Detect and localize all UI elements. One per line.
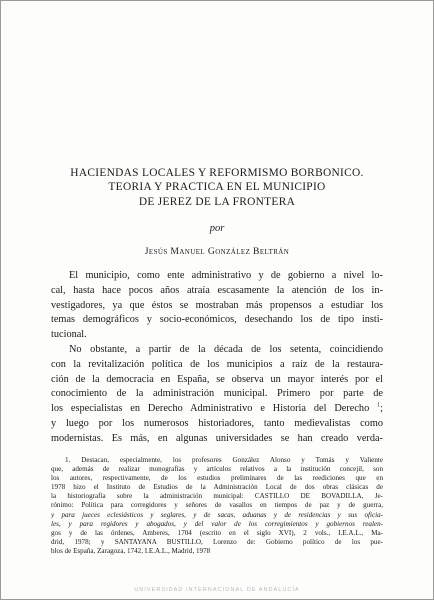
text-line: y luego por los numerosos historiadores, tanto medievalistas como — [51, 417, 383, 429]
article-title — [41, 166, 393, 209]
footnote-line: 1978 hizo el Instituto de Estudios de la Administración Local de dos obras clásicas de — [51, 483, 383, 492]
footnote-line: blos de España, Zaragoza, 1742, I.E.A.L., Madrid, 1978 — [51, 546, 211, 555]
title-line: DE JEREZ DE LA FRONTERA — [138, 195, 296, 208]
author-name: Jesús Manuel González Beltrán — [144, 246, 290, 257]
text-line: temas demográficos y socio-económicos, desechando los de tipo insti- — [51, 314, 383, 326]
by-label: por — [209, 223, 225, 234]
text-line: ción de la democracia en España, se observa un mayor interés por el — [51, 373, 383, 385]
text-line: conocimiento de la administración municipal. Primero por parte de — [51, 388, 383, 400]
footnote-line: les, y para regidores y abogados, y del valor de los corregimientos y gobiernos realen- — [51, 519, 383, 528]
footnote-line: drid, 1978; y SANTAYANA BUSTILLO, Lorenzo de: Gobierno político de los pue- — [51, 537, 383, 546]
footnote-line: gos y de las órdenes, Amberes, 1704 (escrito en el siglo XVI), 2 vols., I.E.A.L., Ma- — [51, 528, 383, 537]
footnote — [51, 456, 383, 556]
footnote-line: y para jueces eclesiásticos y seglares, y de sacas, aduanas y de residencias y sus oficia- — [51, 510, 383, 519]
page-footer: UNIVERSIDAD INTERNACIONAL DE ANDALUCÍA — [134, 587, 300, 593]
footnote-reference: 1 — [377, 402, 381, 409]
footnote-line: 1. Destacan, especialmente, los profesores González Alonso y Tomás y Valiente — [65, 456, 383, 464]
text-line: tucional. — [51, 329, 87, 341]
footnote-line: rónimo: Política para corregidores y señores de vasallos en tiempos de paz y de guerra, — [51, 501, 383, 510]
text-line: cal, hasta hace pocos años atraía escasamente la atención de los in- — [51, 284, 383, 296]
text-line: modernistas. Es más, en algunas universidades se han creado verda- — [51, 432, 383, 444]
text-line: El municipio, como ente administrativo y de gobierno a nivel lo- — [69, 270, 383, 281]
paragraph-2 — [51, 343, 383, 447]
text-fragment: los especialistas en Derecho Administrativo e Historia del Derecho — [51, 403, 370, 415]
text-line: No obstante, a partir de la década de los setenta, coincidiendo — [69, 343, 383, 355]
footnote-line: que, además de realizar monografías y artículos relativos a la institución concejil, son — [51, 465, 383, 474]
text-line-with-note: los especialistas en Derecho Administrativo e Historia del Derecho $^1$; — [51, 402, 383, 415]
footnote-line: los autores, respectivamente, de los estudios preliminares de las reediciones que en — [51, 474, 383, 483]
text-line: vestigadores, ya que éstos se mostraban más propensos a estudiar los — [51, 299, 383, 311]
footnote-line: la historiografía sobre la administración municipal: CASTILLO DE BOVADILLA, Je- — [51, 492, 383, 501]
title-line: HACIENDAS LOCALES Y REFORMISMO BORBONICO. — [70, 167, 364, 179]
article-body — [51, 269, 383, 447]
paragraph-1 — [51, 269, 383, 343]
title-line: TEORIA Y PRACTICA EN EL MUNICIPIO — [108, 181, 326, 194]
text-line: con la revitalización política de los municipios a raíz de la restaura- — [51, 358, 383, 370]
